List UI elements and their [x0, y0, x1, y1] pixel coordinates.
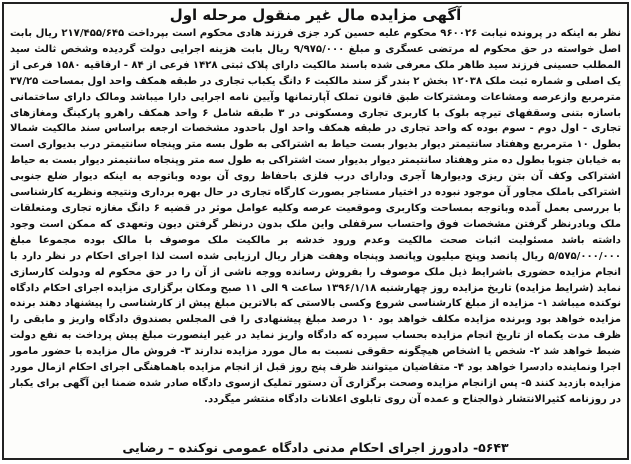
- notice-title: آگهی مزایده مال غیر منقول مرحله اول: [169, 6, 462, 24]
- notice-body: نظر به اینکه در پرونده نیابت ۹۶۰۰۲۶ محکوم علیه حسین کرد جزی فرزند هادی محکوم است بپرداخت ۲۱۷/۴۵۵/۶۴۵ ریال بابت اصل خواسته در حق محکوم له مرتضی عسگری و مبلغ ۹/۹۷۵/۰۰۰ ریال بابت هزینه اجرایی دولت گردیده وشخص ثالث سید المطلب حسینی فرزند سید طاهر ملک معرفی شده باسند مالکیت دارای پلاک ثبتی ۱۴۲۸ فرعی از ۸۴ - ارفاقیه ۱۵۸۰ فرعی از یک اصلی و شماره ثبت ملک ۱۲۰۳۸ بخش ۲ بندر گز سند مالکیت ۶ دانگ یکباب تجاری در طبقه همکف واحد اول بمساحت ۳۷/۲۵ مترمربع وازعرصه ومشاعات ومشترکات طبق قانون تملک آپارتمانها وآیین نامه اجرایی دارا میباشد ومالک دارای ساختمانی باسازه بتنی وسقفهای تیرچه بلوک با کاربری تجاری ومسکونی در ۳ طبقه شامل ۶ واحد همکف راهرو پارکینگ ومغازهای تجاری - اول دوم - سوم بوده که واحد تجاری در طبقه همکف واحد اول باحدود مشخصات ارجعه براساس سند مالکیت شمالا بطول ۱۰ مترمربع وهفتاد سانتیمتر دیوار بدیوار بست حیاط به اشتراکی به طول بسه متر وپنجاه سانتیمتر درب بدیواری است به خیابان جنوبا بطول ده متر وهفتاد سانتیمتر دیوار بدیوار ست اشتراکی به طول سه متر وپنجاه سانتیمتر دیوار بست به حیاط اشتراکی وکف آن بتن ریزی ودیوارها آجری ودارای درب فلزی باحفاظ روی آن بوده وباتوجه به اینکه دیوار ضلع جنوبی اشتراکی باملک مجاور آن موجود نبوده در اختیار مستاجر بصورت کارگاه تجاری در حال بهره برداری ونتیجه ونظریه کارشناسی با بررسی بعمل آمده وباتوجه بمساحت وکاربری وموقعیت عرصه وکلیه عوامل موثر در قضیه ۶ دانگ مغازه تجاری ومتعلقات ملک وبادرنظر گرفتن مشخصات فوق واحتساب سرقفلی واین ملک بدون درنظر گرفتن دیون وتعهدی که ممکن است وجود داشته باشد مسئولیت اثبات صحت مالکیت وعدم ورود خدشه بر مالکیت ملک موصوف با مالک بوده مجموعا مبلغ ۵/۵۷۵/۰۰۰/۰۰۰ ریال پانصد وپنج میلیون وپانصد وپنجاه وهفت هزار ریال ارزیابی شده است لذا اجرای احکام در نظر دارد با انجام مزایده حضوری باشرایط ذیل ملک موصوف را بفروش رسانده ووجه ناشی از آن را در حق محکوم له ودولت کارسازی نماید (شرایط مزایده) تاریخ مزایده روز چهارشنبه ۱۳۹۶/۱/۱۸ ساعت ۹ الی ۱۱ صبح ومکان برگزاری مزایده اجرای احکام دادگاه نوکنده میباشد ۱- مزایده از مبلغ کارشناسی شروع وکسی بالاستی که بالاترین مبلغ پیش از کارشناسی را پیشنهاد دهند برنده مزایده خواهد بود وبرنده مزایده مکلف خواهد بود ۱۰ درصد مبلغ پیشنهادی را فی المجلس بصندوق دادگاه واریز و مابقی را ظرف مدت یکماه از تاریخ انجام مزایده بحساب سپرده که دادگاه واریز نماید در غیر اینصورت مبلغ پیش پرداخت به نفع دولت ضبط خواهد شد ۲- شخص یا اشخاص هیچگونه حقوقی نسبت به مال مورد مزایده ندارند ۳- فروش مال مزایده با حضور مامور اجرا ونماینده دادسرا خواهد بود ۴- متقاضیان میتوانند ظرف پنج روز قبل از انجام مزایده باهماهنگی اجرای احکام ازمال مورد مزایده بازدید کنند ۵- پس ازانجام مزایده وصحت برگزاری آن دستور تملیک ازسوی دادگاه صادر شده ضمنا این آگهی برای یکبار در روزنامه کثیرالانتشار ذوالجناح و عمده آن روی تابلوی اعلانات دادگاه منتشر میگردد.: [10, 28, 622, 405]
- notice-signature: ۵۶۴۳- دادورز اجرای احکام مدنی دادگاه عمومی نوکنده – رضایی: [122, 440, 509, 455]
- auction-notice: [2, 2, 629, 460]
